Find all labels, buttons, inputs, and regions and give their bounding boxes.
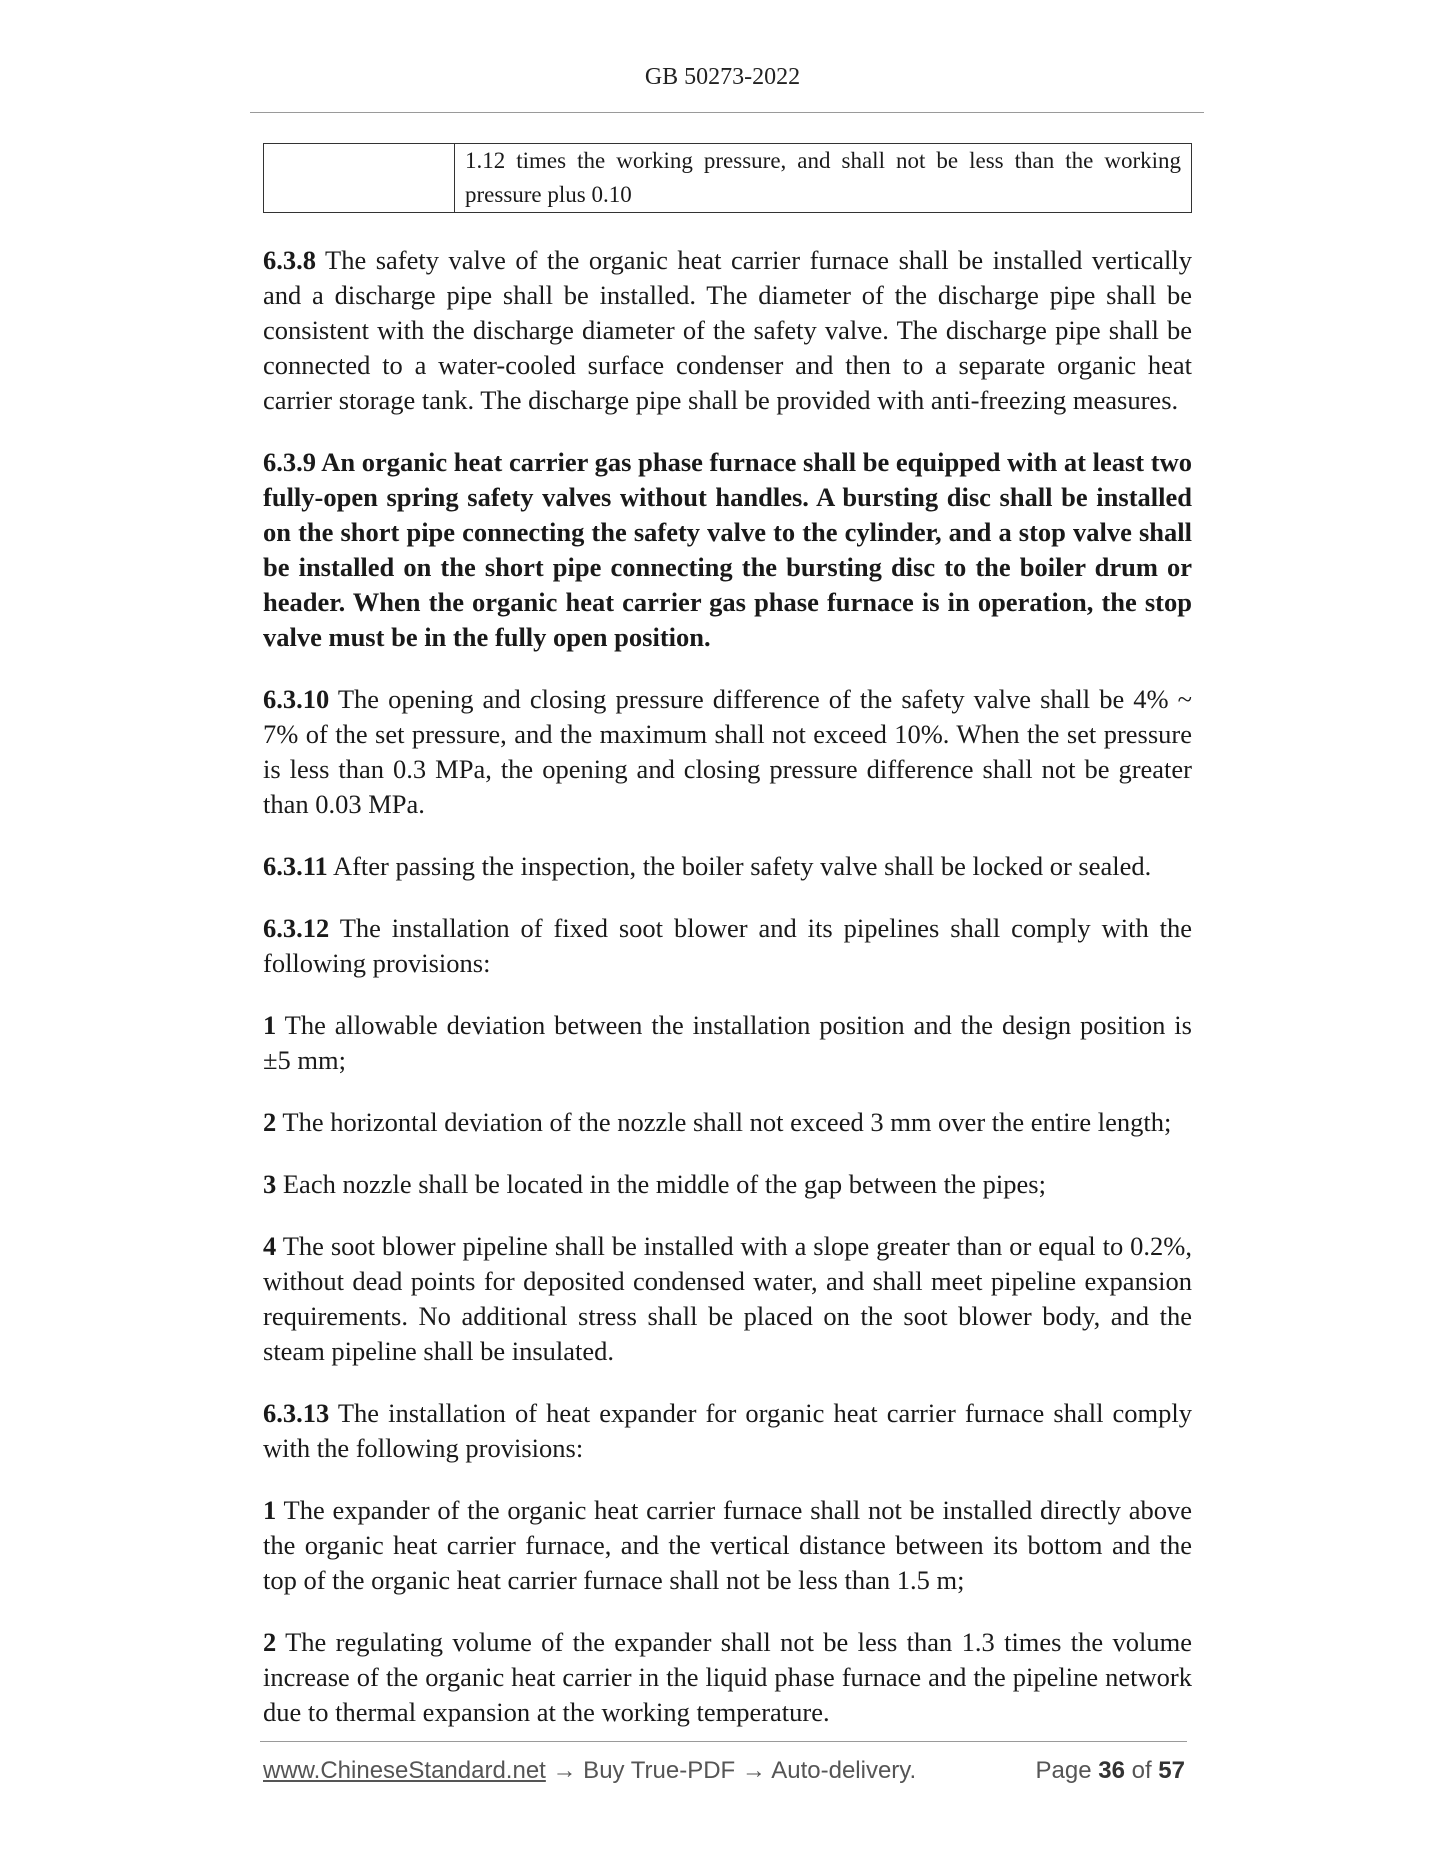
list-item — [263, 1493, 1192, 1598]
list-item — [263, 1625, 1192, 1730]
clause-6-3-8 — [263, 243, 1192, 418]
clause-text: After passing the inspection, the boiler safety valve shall be locked or sealed. — [327, 851, 1152, 881]
document-body — [263, 243, 1192, 1757]
item-number: 4 — [263, 1231, 277, 1261]
document-header: GB 50273-2022 — [644, 64, 801, 90]
list-item — [263, 1167, 1192, 1202]
table-cell — [264, 144, 455, 213]
item-number: 2 — [263, 1627, 277, 1657]
clause-number: 6.3.12 — [263, 913, 330, 943]
clause-6-3-11 — [263, 849, 1192, 884]
table-cell: 1.12 times the working pressure, and shall not be less than the working pressure plus 0.10 — [455, 144, 1192, 213]
clause-text: An organic heat carrier gas phase furnace shall be equipped with at least two fully-open spring safety valves without handles. A bursting disc shall be installed on the short pipe connecting the safety valve to the cylinder, and a stop valve shall be installed on the short pipe connecting the bursting disc to the boiler drum or header. When the organic heat carrier gas phase furnace is in operation, the stop valve must be in the fully open position. — [263, 447, 1192, 652]
clause-number: 6.3.10 — [263, 684, 330, 714]
item-text: The allowable deviation between the installation position and the design position is ±5 mm; — [263, 1010, 1192, 1075]
footer-promo — [263, 1757, 916, 1785]
item-number: 3 — [263, 1169, 277, 1199]
item-text: The regulating volume of the expander shall not be less than 1.3 times the volume increase of the organic heat carrier in the liquid phase furnace and the pipeline network due to thermal expansion at the working temperature. — [263, 1627, 1192, 1727]
item-number: 1 — [263, 1010, 277, 1040]
clause-6-3-10 — [263, 682, 1192, 822]
clause-6-3-13 — [263, 1396, 1192, 1466]
item-text: The soot blower pipeline shall be installed with a slope greater than or equal to 0.2%, without dead points for deposited condensed water, and shall meet pipeline expansion requirements. No additional stress shall be placed on the soot blower body, and the steam pipeline shall be insulated. — [263, 1231, 1192, 1366]
clause-6-3-9 — [263, 445, 1192, 655]
item-text: The horizontal deviation of the nozzle shall not exceed 3 mm over the entire length; — [276, 1107, 1172, 1137]
clause-number: 6.3.8 — [263, 245, 316, 275]
list-item — [263, 1008, 1192, 1078]
item-number: 1 — [263, 1495, 277, 1525]
page-footer — [263, 1757, 1185, 1787]
page-label: Page — [1035, 1757, 1092, 1784]
clause-number: 6.3.9 — [263, 447, 316, 477]
clause-number: 6.3.11 — [263, 851, 328, 881]
auto-delivery-text: → Auto-delivery. — [741, 1757, 917, 1784]
clause-text: The installation of heat expander for organic heat carrier furnace shall comply with the following provisions: — [263, 1398, 1192, 1463]
item-text: Each nozzle shall be located in the middle of the gap between the pipes; — [276, 1169, 1046, 1199]
item-text: The expander of the organic heat carrier furnace shall not be installed directly above the organic heat carrier furnace, and the vertical distance between its bottom and the top of the organic heat carrier furnace shall not be less than 1.5 m; — [263, 1495, 1192, 1595]
clause-number: 6.3.13 — [263, 1398, 330, 1428]
item-number: 2 — [263, 1107, 277, 1137]
table-row — [264, 144, 1192, 213]
footer-divider — [260, 1741, 1187, 1742]
clause-text: The safety valve of the organic heat carrier furnace shall be installed vertically and a discharge pipe shall be installed. The diameter of the discharge pipe shall be consistent with the discharge diameter of the safety valve. The discharge pipe shall be connected to a water-cooled surface condenser and then to a separate organic heat carrier storage tank. The discharge pipe shall be provided with anti-freezing measures. — [263, 245, 1192, 415]
buy-pdf-text: → Buy True-PDF — [545, 1757, 742, 1784]
clause-text: The opening and closing pressure difference of the safety valve shall be 4% ~ 7% of the set pressure, and the maximum shall not exceed 10%. When the set pressure is less than 0.3 MPa, the opening and closing pressure difference shall not be greater than 0.03 MPa. — [263, 684, 1192, 819]
header-divider — [250, 112, 1204, 113]
page-number: 36 — [1098, 1757, 1125, 1784]
clause-6-3-12 — [263, 911, 1192, 981]
website-link[interactable]: www.ChineseStandard.net — [263, 1757, 546, 1784]
list-item — [263, 1105, 1192, 1140]
page-indicator — [1036, 1757, 1186, 1785]
spec-table — [263, 143, 1192, 213]
clause-text: The installation of fixed soot blower and its pipelines shall comply with the following provisions: — [263, 913, 1192, 978]
list-item — [263, 1229, 1192, 1369]
of-label: of — [1131, 1757, 1152, 1784]
page-total: 57 — [1158, 1757, 1185, 1784]
